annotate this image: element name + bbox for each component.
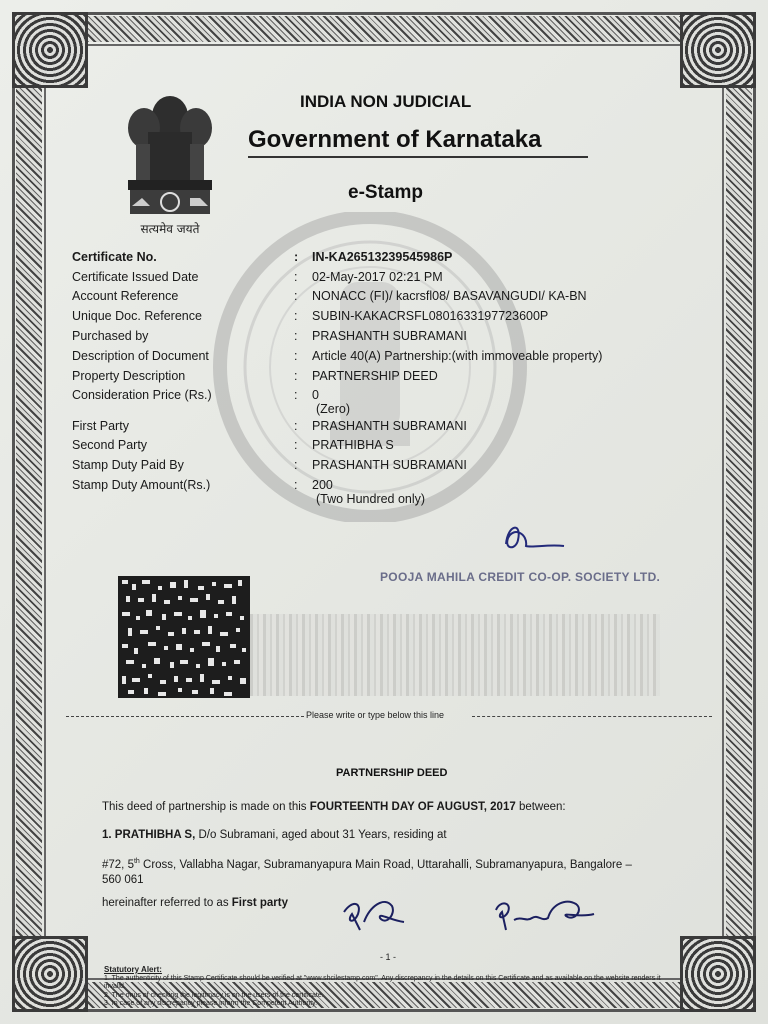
- write-below-line-text: Please write or type below this line: [306, 710, 445, 720]
- detail-value: IN-KA26513239545986P: [312, 250, 453, 264]
- national-emblem: [118, 88, 222, 238]
- dashed-separator: [472, 716, 712, 717]
- society-stamp-text: POOJA MAHILA CREDIT CO-OP. SOCIETY LTD.: [380, 570, 661, 584]
- statutory-alert: [104, 966, 664, 1009]
- hereinafter-clause: hereinafter referred to as First party: [102, 897, 289, 909]
- corner-ornament-icon: [12, 936, 88, 1012]
- party-one-pincode: 560 061: [102, 874, 144, 886]
- lion-capital-icon: [118, 88, 222, 220]
- title-underline: [248, 156, 588, 158]
- alert-item: 1. The authenticity of this Stamp Certificate should be verified at "www.shcilestamp.com". Any discrepancy in the details on this Certificate and as available on the website renders it invalid.: [104, 974, 661, 990]
- estamp-page: सत्यमेव जयते INDIA NON JUDICIAL Government of Karnataka e-Stamp Certificate No. : IN-KA26513239545986P Certificate Issued Date : 02-May-2017 02:21 PM Account Reference : NONACC (FI)/ kacrsfl08/ BASAVANGUDI/ KA-BN Unique Doc. Reference : SUBIN-KAKACRSFL0801633197723600P Purchased by : PRASHANTH SUBRAMANI Description of Document : Article 40(A) Partnership:(with immoveable property) Property Description : PARTNERSHIP DEED Consideration Price (Rs.) : 0 (Zero) First Party : PRASHANTH SUBRAMANI Second Party : PRATHIBHA S Stamp Duty Paid By : PRASHANTH SUBRAMANI Stamp Duty Amount(Rs.) : 200 (Two Hundred only) POOJA MAHILA CREDIT CO-OP. SOCIETY LTD. Please write or type below this line PARTNERSHIP DEED This deed of partnership is made on this FOURTEENTH DAY OF AUGUST, 2017 between: 1. PRATHIBHA S, D/o Subramani, aged about 31 Years, residing at #72, 5th Cross, Vallabha Nagar, Subramanyapura Main Road, Uttarahalli, Subramanyapura, Bangalore – 560 061 hereinafter referred to as First party - 1 - Statutory Alert: 1. The authenticity of this Stamp Certificate should be verified at "www.shcilestamp.com". Any discrepancy in the details on this Certificate and as available on the website renders it invalid. 2. The onus of checking the legitimacy is on the users of the certificate. 3. In case of any discrepancy please inform the Competent Authority.: [0, 0, 768, 1024]
- header-estamp: e-Stamp: [348, 182, 423, 203]
- party-one-address: #72, 5th Cross, Vallabha Nagar, Subramanyapura Main Road, Uttarahalli, Subramanyapura, Bangalore –: [102, 858, 632, 871]
- signature-icon: [498, 516, 568, 556]
- emblem-motto: सत्यमेव जयते: [140, 222, 200, 236]
- page-number: - 1 -: [380, 952, 397, 962]
- party-one: 1. PRATHIBHA S, D/o Subramani, aged about 31 Years, residing at: [102, 829, 447, 841]
- deed-title: PARTNERSHIP DEED: [336, 767, 448, 779]
- signature-icon: [340, 892, 410, 936]
- security-band: [250, 614, 660, 696]
- deed-intro: This deed of partnership is made on this FOURTEENTH DAY OF AUGUST, 2017 between:: [102, 801, 566, 813]
- alert-item: 2. The onus of checking the legitimacy is on the users of the certificate.: [104, 991, 324, 999]
- header-india-non-judicial: INDIA NON JUDICIAL: [300, 92, 472, 111]
- detail-label: Certificate No.: [72, 250, 157, 264]
- dashed-separator: [66, 716, 304, 717]
- corner-ornament-icon: [680, 936, 756, 1012]
- qr-code-icon: [118, 576, 250, 698]
- header-government-title: Government of Karnataka: [248, 126, 542, 153]
- corner-ornament-icon: [680, 12, 756, 88]
- signature-icon: [490, 894, 600, 934]
- alert-item: 3. In case of any discrepancy please inform the Competent Authority.: [104, 1000, 318, 1007]
- alert-title: Statutory Alert:: [104, 965, 162, 974]
- corner-ornament-icon: [12, 12, 88, 88]
